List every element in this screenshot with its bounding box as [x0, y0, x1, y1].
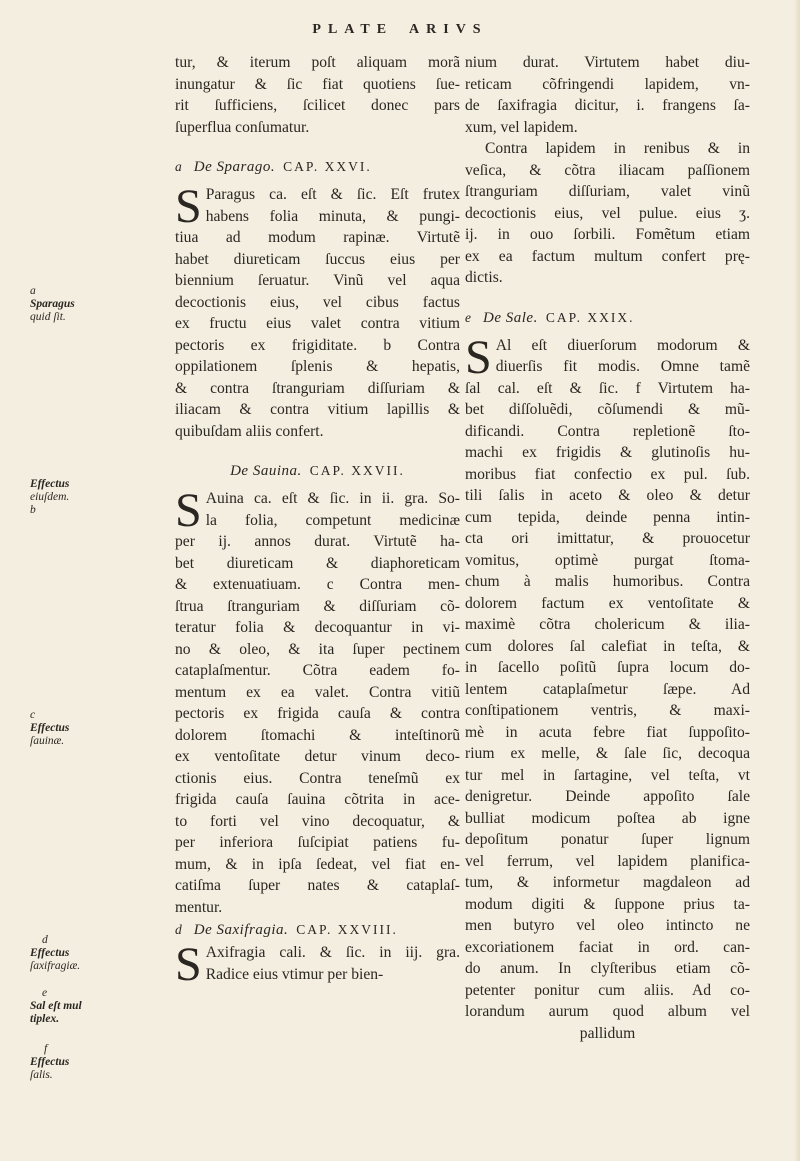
- margin-line: ſauinæ.: [30, 735, 65, 747]
- text-line: mè in acuta febre fiat ſuppoſito-: [465, 723, 750, 741]
- text-line: ſtrua ſtranguriam & diſſuriam cõ-: [175, 597, 460, 615]
- text-line: modum digiti & ſuppone prius ta-: [465, 895, 750, 913]
- text-line: oppilationem ſplenis & hepatis,: [175, 358, 460, 375]
- margin-note-sal-triplex: [30, 987, 82, 1026]
- text-line: decoctionis eius, vel pulue. eius ʒ.: [465, 204, 750, 222]
- text-line: bulliat modicum poſtea ab igne: [465, 809, 750, 827]
- text-line: ſuperflua conſumatur.: [175, 118, 310, 136]
- text-line: catiſma ſuper nates & cataplaſ-: [175, 877, 460, 894]
- text-line: de ſaxifragia dicitur, i. frangens ſa-: [465, 97, 750, 114]
- text-line: pectoris ex frigida cauſa & contra: [175, 705, 460, 722]
- chapter-number: CAP. XXVI.: [283, 159, 372, 174]
- text-line: lorandum aurum quod album vel: [465, 1003, 750, 1020]
- text-line: dolorem ſtomachi & inteſtinorũ: [175, 726, 460, 744]
- margin-line: Effectus: [30, 478, 70, 490]
- text-line: moribus fiat confectio ex pul. ſub.: [465, 465, 750, 483]
- margin-line: Sal eſt mul: [30, 1000, 82, 1012]
- header-title-left: PLATE: [312, 22, 394, 37]
- text-line: rit ſufficiens, ſcilicet donec pars: [175, 97, 460, 114]
- margin-line: tiplex.: [30, 1013, 60, 1025]
- text-line: tur mel in ſartagine, vel teſta, vt: [465, 766, 750, 784]
- text-line: do anum. In clyſteribus etiam cõ-: [465, 960, 750, 977]
- drop-capital: S: [175, 938, 202, 991]
- chapter-title: De Saxifragia.: [193, 922, 289, 938]
- text-line: habens folia minuta, & pungi-: [205, 207, 460, 225]
- text-line: Contra lapidem in renibus & in: [485, 140, 750, 157]
- text-line: biennium ſeruatur. Vinũ vel aqua: [175, 272, 460, 289]
- text-line: la folia, competunt medicinæ: [205, 511, 460, 529]
- chapter-heading-xxviii: [175, 918, 460, 942]
- text-line: ſtranguriam diſſuriam, valet vinũ: [465, 183, 750, 200]
- text-line: inungatur & ſic fiat quotiens ſue-: [175, 75, 460, 93]
- chapter-body-xxvii: [175, 484, 460, 918]
- chapter-marker: d: [175, 922, 184, 937]
- text-line: xum, vel lapidem.: [465, 118, 578, 136]
- chapter-body-xxviii: [175, 938, 460, 991]
- text-line: & extenuatiuam. c Contra men-: [175, 576, 460, 593]
- text-line: ctionis eius. Contra teneſmũ ex: [175, 769, 460, 787]
- margin-line: ſalis.: [30, 1069, 53, 1081]
- text-line: ij. in ouo ſorbili. Fomẽtum etiam: [465, 226, 750, 243]
- text-line: cta ori imittatur, & prouocetur: [465, 530, 750, 547]
- text-line: diuerſis fit modis. Omne tamẽ: [495, 358, 750, 375]
- text-line: mum, & in ipſa ſedeat, vel fiat en-: [175, 855, 460, 873]
- text-line: bet diſſoluẽdi, cõſumendi & mũ-: [465, 401, 750, 418]
- margin-note-effectus-sauinae: [30, 709, 69, 748]
- margin-letter: f: [44, 1043, 48, 1055]
- text-line: ex fructu eius valet contra vitium: [175, 315, 460, 332]
- margin-line: Sparagus: [30, 298, 75, 310]
- text-line: men butyro vel oleo intincto ne: [465, 917, 750, 934]
- text-line: veſica, & cõtra iliacam paſſionem: [465, 161, 750, 179]
- text-line: frigida cauſa ſauina cõtrita in ace-: [175, 791, 460, 808]
- text-line: mentum ex ea valet. Contra vitiũ: [175, 683, 460, 701]
- margin-note-effectus-salis: [30, 1043, 69, 1082]
- header-title-right: ARIVS: [409, 22, 488, 37]
- text-line: pectoris ex frigiditate. b Contra: [175, 336, 460, 354]
- margin-line: ſaxifragiæ.: [30, 960, 81, 972]
- text-line: ſal cal. eſt & ſic. f Virtutem ha-: [465, 379, 750, 397]
- text-line: pallidum: [579, 1024, 636, 1042]
- text-line: Al eſt diuerſorum modorum &: [495, 336, 750, 354]
- margin-line: Effectus: [30, 1056, 70, 1068]
- margin-line: Effectus: [30, 947, 70, 959]
- text-line: to forti vel vino decoquatur, &: [175, 812, 460, 830]
- text-line: machi ex frigidis & glutinoſis hu-: [465, 444, 750, 461]
- left-column: [175, 52, 460, 991]
- margin-letter: c: [30, 709, 36, 721]
- text-line: vomitus, optimè purgat ſtoma-: [465, 551, 750, 569]
- chapter-heading-xxix: [465, 301, 750, 335]
- drop-capital: S: [175, 484, 202, 537]
- right-column: [465, 52, 750, 1044]
- chapter-title: De Sparago.: [193, 159, 276, 175]
- text-line: tum, & informetur magdaleon ad: [465, 874, 750, 891]
- text-line: quibuſdam aliis confert.: [175, 422, 324, 440]
- margin-line: Effectus: [30, 722, 70, 734]
- text-line: cum tepida, deinde penna intin-: [465, 508, 750, 526]
- text-line: per inferiora ſuſcipiat patiens fu-: [175, 834, 460, 851]
- text-line: tili ſalis in aceto & oleo & detur: [465, 487, 750, 504]
- text-line: conſtipationem ventris, & maxi-: [465, 702, 750, 719]
- text-line: cataplaſmentur. Cõtra eadem fo-: [175, 662, 460, 679]
- text-line: reticam cõfringendi lapidem, vn-: [465, 75, 750, 93]
- text-line: teratur folia & decoquantur in vi-: [175, 619, 460, 636]
- text-line: decoctionis eius, vel cibus factus: [175, 293, 460, 311]
- chapter-heading-xxvi: [175, 150, 460, 184]
- text-line: Radice eius vtimur per bien-: [205, 965, 384, 983]
- text-line: Auina ca. eſt & ſic. in ii. gra. So-: [205, 490, 460, 507]
- drop-capital: S: [465, 330, 492, 384]
- text-line: depoſitum ponatur ſuper lignum: [465, 831, 750, 848]
- text-line: mentur.: [175, 898, 223, 916]
- text-line: ex ventoſitate detur vinum deco-: [175, 748, 460, 765]
- text-line: Axifragia cali. & ſic. in iij. gra.: [205, 944, 460, 961]
- chapter-marker: e: [465, 309, 473, 325]
- text-line: tiua ad modum rapinæ. Virtutẽ: [175, 229, 460, 246]
- chapter-body-xxix: [465, 330, 750, 1045]
- text-line: iliacam & contra vitium lapillis &: [175, 401, 460, 418]
- chapter-marker: a: [175, 159, 184, 174]
- chapter-heading-xxvii: [175, 454, 460, 488]
- text-line: denigretur. Deinde appoſito ſale: [465, 788, 750, 805]
- drop-capital: S: [175, 180, 202, 233]
- text-line: cum dolores ſal calefiat in teſta, &: [465, 637, 750, 655]
- text-line: chum à malis humoribus. Contra: [465, 573, 750, 590]
- text-line: vel ferrum, vel lapidem planifica-: [465, 852, 750, 870]
- text-line: dictis.: [465, 269, 503, 286]
- chapter-title: De Sauina.: [230, 463, 302, 479]
- page-edge-shadow: [794, 0, 800, 1161]
- margin-letter: b: [30, 504, 36, 516]
- text-line: petenter ponitur cum aliis. Ad co-: [465, 981, 750, 999]
- margin-line: eiuſdem.: [30, 491, 70, 503]
- text-line: Paragus ca. eſt & ſic. Eſt frutex: [205, 186, 460, 203]
- running-header: [0, 22, 800, 38]
- margin-line: quid ſit.: [30, 311, 66, 323]
- text-line: dificandi. Contra repletionẽ ſto-: [465, 422, 750, 440]
- text-line: per ij. annos durat. Virtutẽ ha-: [175, 533, 460, 550]
- margin-note-effectus-eiusdem: [30, 478, 69, 517]
- margin-letter: e: [42, 987, 48, 999]
- margin-note-effectus-saxifragiae: [30, 934, 80, 973]
- text-line: ex ea factum multum confert prę-: [465, 247, 750, 265]
- text-line: rium ex melle, & ſale ſic, decoqua: [465, 745, 750, 762]
- text-line: & contra ſtranguriam diſſuriam &: [175, 379, 460, 397]
- text-line: habet diureticam ſuccus eius per: [175, 250, 460, 268]
- chapter-body-xxvi: [175, 180, 460, 442]
- text-line: no & oleo, & ita ſuper pectinem: [175, 640, 460, 658]
- chapter-title: De Sale.: [483, 309, 538, 326]
- text-line: lentem cataplaſmetur ſæpe. Ad: [465, 680, 750, 698]
- text-line: tur, & iterum poſt aliquam morã: [175, 54, 460, 71]
- chapter-number: CAP. XXVIII.: [296, 922, 398, 937]
- text-line: dolorem factum ex ventoſitate &: [465, 594, 750, 612]
- text-line: maximè cõtra cholericum & ilia-: [465, 616, 750, 633]
- margin-letter: d: [42, 934, 48, 946]
- margin-letter: a: [30, 285, 36, 297]
- chapter-number: CAP. XXVII.: [309, 463, 405, 478]
- text-line: excoriationem faciat in ord. can-: [465, 938, 750, 956]
- margin-note-sparagus: [30, 285, 75, 324]
- chapter-number: CAP. XXIX.: [545, 309, 635, 325]
- text-line: in ſacello poſitũ ſupra locum do-: [465, 659, 750, 676]
- text-line: bet diureticam & diaphoreticam: [175, 554, 460, 572]
- text-line: nium durat. Virtutem habet diu-: [465, 54, 750, 71]
